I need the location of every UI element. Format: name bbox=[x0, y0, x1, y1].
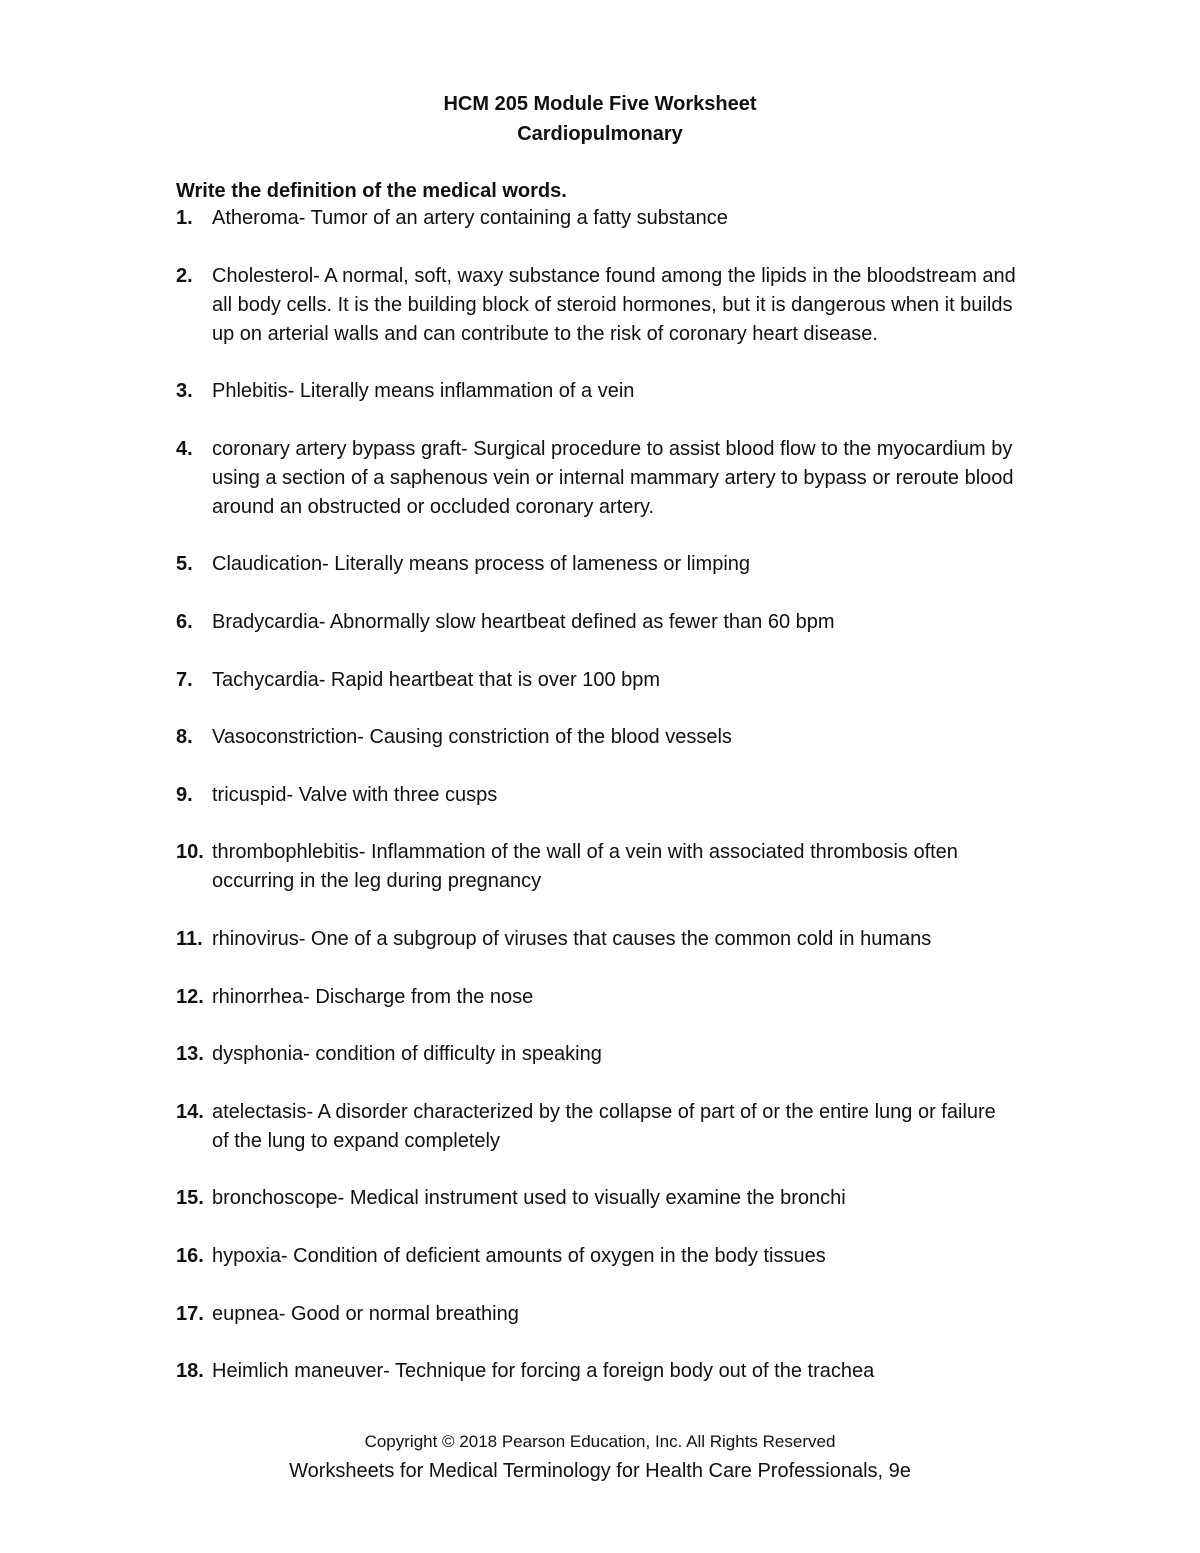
source-footer: Worksheets for Medical Terminology for Health Care Professionals, 9e bbox=[289, 1460, 911, 1482]
definitions-list bbox=[176, 204, 1016, 1415]
list-item bbox=[176, 723, 1016, 752]
item-definition: tricuspid- Valve with three cusps bbox=[212, 783, 498, 806]
list-item bbox=[176, 1357, 1016, 1386]
item-definition: atelectasis- A disorder characterized by the collapse of part of or the entire lung or failure of the lung to expand completely bbox=[212, 1100, 996, 1152]
item-number: 7. bbox=[176, 668, 193, 691]
list-item bbox=[176, 983, 1016, 1012]
item-number: 3. bbox=[176, 380, 193, 403]
list-item bbox=[176, 204, 1016, 233]
item-number: 12. bbox=[176, 985, 204, 1008]
item-number: 15. bbox=[176, 1187, 204, 1210]
item-definition: rhinorrhea- Discharge from the nose bbox=[212, 985, 534, 1008]
item-number: 11. bbox=[176, 927, 203, 950]
item-definition: Bradycardia- Abnormally slow heartbeat defined as fewer than 60 bpm bbox=[212, 610, 835, 633]
copyright-footer: Copyright © 2018 Pearson Education, Inc. All Rights Reserved bbox=[364, 1432, 836, 1451]
list-item bbox=[176, 377, 1016, 406]
list-item bbox=[176, 1098, 1016, 1156]
item-definition: Cholesterol- A normal, soft, waxy substance found among the lipids in the bloodstream and all body cells. It is the building block of steroid hormones, but it is dangerous when it builds up on arterial walls and can contribute to the risk of coronary heart disease. bbox=[212, 264, 1016, 345]
item-number: 17. bbox=[176, 1302, 204, 1325]
item-number: 4. bbox=[176, 437, 193, 460]
item-definition: Tachycardia- Rapid heartbeat that is over 100 bpm bbox=[212, 668, 661, 691]
item-definition: Phlebitis- Literally means inflammation of a vein bbox=[212, 380, 635, 403]
list-item bbox=[176, 838, 1016, 896]
item-definition: Claudication- Literally means process of lameness or limping bbox=[212, 553, 751, 576]
item-definition: Atheroma- Tumor of an artery containing a fatty substance bbox=[212, 207, 728, 229]
item-number: 9. bbox=[176, 783, 193, 806]
item-definition: Heimlich maneuver- Technique for forcing a foreign body out of the trachea bbox=[212, 1360, 875, 1383]
item-number: 14. bbox=[176, 1100, 204, 1123]
item-definition: thrombophlebitis- Inflammation of the wall of a vein with associated thrombosis often occurring in the leg during pregnancy bbox=[212, 841, 958, 893]
item-number: 1. bbox=[176, 207, 193, 229]
item-number: 10. bbox=[176, 841, 204, 864]
item-definition: Vasoconstriction- Causing constriction of the blood vessels bbox=[212, 726, 732, 749]
item-definition: dysphonia- condition of difficulty in speaking bbox=[212, 1043, 602, 1066]
list-item bbox=[176, 1300, 1016, 1329]
list-item bbox=[176, 925, 1016, 954]
item-definition: coronary artery bypass graft- Surgical procedure to assist blood flow to the myocardium by using a section of a saphenous vein or internal mammary artery to bypass or reroute blood around an obstructed or occluded coronary artery. bbox=[212, 437, 1014, 518]
list-item bbox=[176, 666, 1016, 695]
item-definition: hypoxia- Condition of deficient amounts of oxygen in the body tissues bbox=[212, 1244, 826, 1267]
item-number: 6. bbox=[176, 610, 193, 633]
item-definition: eupnea- Good or normal breathing bbox=[212, 1302, 519, 1325]
item-number: 2. bbox=[176, 264, 193, 287]
list-item bbox=[176, 1242, 1016, 1271]
item-number: 13. bbox=[176, 1043, 204, 1066]
item-number: 16. bbox=[176, 1244, 204, 1267]
list-item bbox=[176, 781, 1016, 810]
instructions-heading: Write the definition of the medical words. bbox=[176, 180, 567, 202]
item-number: 5. bbox=[176, 553, 193, 576]
page-subtitle: Cardiopulmonary bbox=[517, 123, 683, 145]
list-item bbox=[176, 1040, 1016, 1069]
page-title: HCM 205 Module Five Worksheet bbox=[443, 93, 757, 115]
list-item bbox=[176, 550, 1016, 579]
item-number: 18. bbox=[176, 1360, 204, 1383]
item-definition: bronchoscope- Medical instrument used to visually examine the bronchi bbox=[212, 1187, 846, 1210]
list-item bbox=[176, 435, 1016, 522]
item-number: 8. bbox=[176, 726, 193, 749]
item-definition: rhinovirus- One of a subgroup of viruses that causes the common cold in humans bbox=[212, 927, 932, 950]
list-item bbox=[176, 1184, 1016, 1213]
list-item bbox=[176, 608, 1016, 637]
list-item bbox=[176, 262, 1016, 349]
